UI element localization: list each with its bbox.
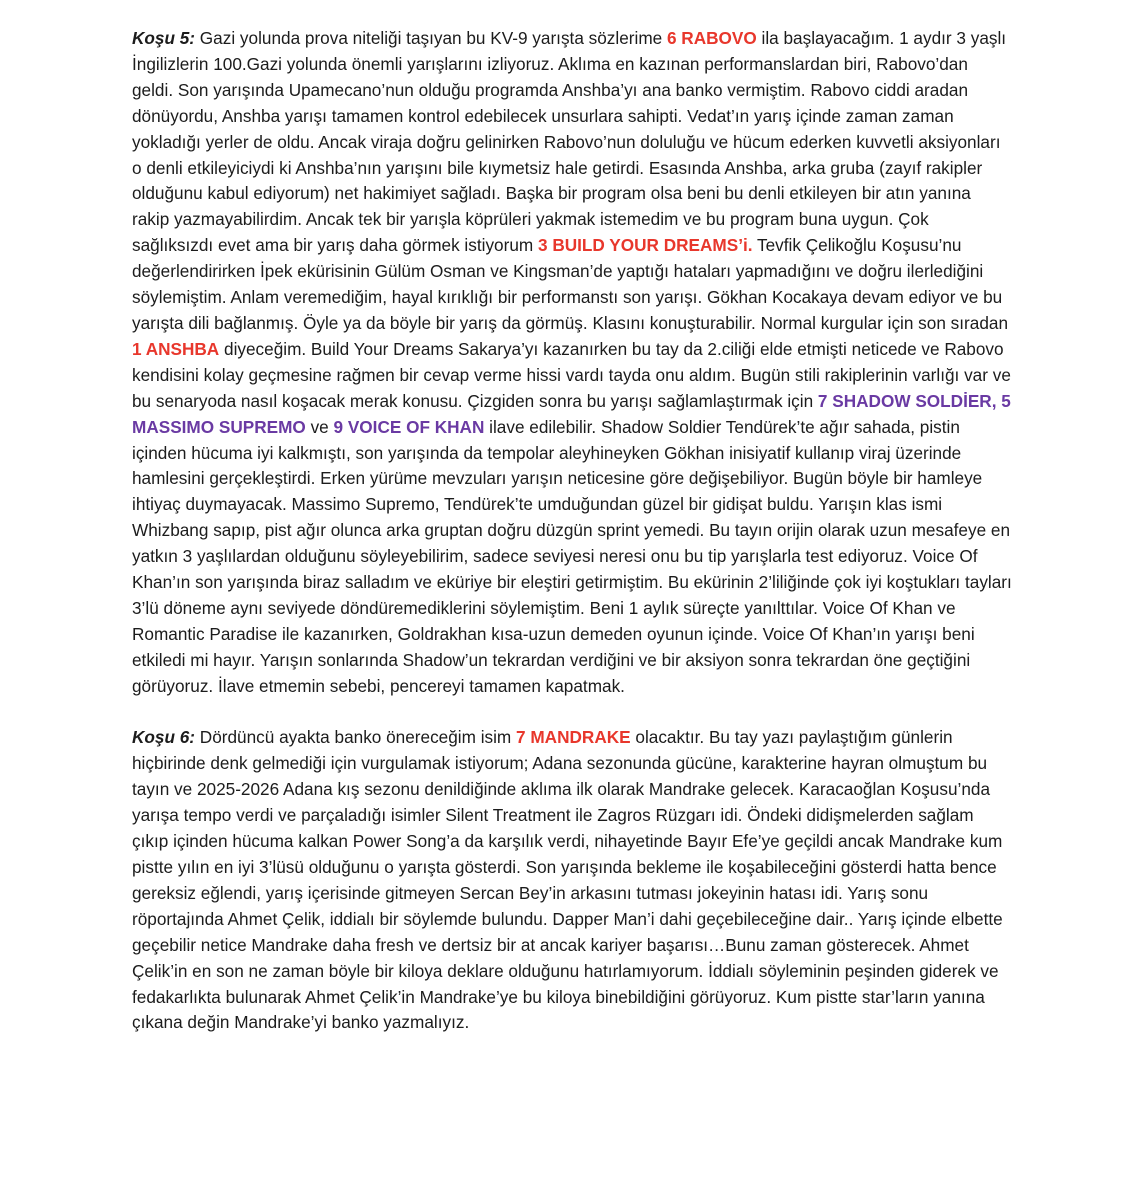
pick-voice-of-khan: 9 VOICE OF KHAN	[333, 416, 485, 437]
pick-shadow-soldier-massimo-supremo: 7 SHADOW SOLDİER, 5 MASSIMO SUPREMO	[132, 390, 1011, 437]
race-5-text: ila başlayacağım. 1 aydır 3 yaşlı İngilizlerin 100.Gazi yolunda önemli yarışlarını izliyoruz. Aklıma en kazınan performanslardan biri, Rabovo’dan geldi. Son yarışında Upamecano’nun olduğu programda Anshba’yı ana banko vermiştim. Rabovo ciddi aradan dönüyordu, Anshba yarışı tamamen kontrol edebilecek unsurlara sahipti. Vedat’ın yarış içinde zaman zaman yokladığı yerler de oldu. Ancak viraja doğru gelinirken Rabovo’nun doluluğu ve hücum ederken kuvvetli aksiyonları o denli etkileyiciydi ki Anshba’nın yarışını bile kıymetsiz hale getirdi. Esasında Anshba, arka gruba (zayıf rakipler olduğunu kabul ediyorum) net hakimiyet sağladı. Başka bir program olsa beni bu denli etkileyen bir atın yanına rakip yazmayabilirdim. Ancak tek bir yarışla köprüleri yakmak istemedim ve bu program buna uygun. Çok sağlıksızdı evet ama bir yarış daha görmek istiyorum	[132, 28, 1007, 256]
pick-build-your-dreams: 3 BUILD YOUR DREAMS’i.	[537, 235, 753, 256]
race-6-paragraph	[132, 725, 1012, 1036]
pick-anshba: 1 ANSHBA	[132, 338, 220, 359]
race-5-text: ve	[305, 416, 334, 437]
race-5-paragraph	[132, 26, 1012, 700]
race-5-text: Gazi yolunda prova niteliği taşıyan bu KV-9 yarışta sözlerime	[195, 28, 667, 48]
race-5-text: Tevfik Çelikoğlu Koşusu’nu değerlendirirken İpek ekürisinin Gülüm Osman ve Kingsman’de yaptığı hataları yapmadığını ve doğru ilerlediğini söylemiştim. Anlam veremediğim, hayal kırıklığı bir performanstı son yarışı. Gökhan Kocakaya devam ediyor ve bu yarışta dili bağlanmış. Öyle ya da böyle bir yarış da görmüş. Klasını konuşturabilir. Normal kurgular için son sıradan	[132, 235, 1008, 333]
document-page	[132, 26, 1012, 1036]
pick-rabovo: 6 RABOVO	[666, 28, 757, 48]
race-5-text: diyeceğim. Build Your Dreams Sakarya’yı kazanırken bu tay da 2.ciliği elde etmişti neticede ve Rabovo kendisini kolay geçmesine rağmen bir cevap verme hissi vardı tayda onu aldım. Bugün stili rakiplerinin varlığı var ve bu senaryoda nasıl koşacak merak konusu. Çizgiden sonra bu yarışı sağlamlaştırmak için	[132, 338, 1011, 411]
race-6-text: Dördüncü ayakta banko önereceğim isim	[195, 727, 517, 748]
race-5-heading: Koşu 5:	[132, 28, 196, 48]
pick-mandrake: 7 MANDRAKE	[516, 727, 631, 748]
race-5-text: ilave edilebilir. Shadow Soldier Tendürek’te ağır sahada, pistin içinden hücuma iyi kalkmıştı, son yarışında da tempolar aleyhineyken Gökhan inisiyatif kullanıp viraj üzerinde hamlesini gerçekleştirdi. Erken yürüme mevzuları yarışın neticesine göre değişebiliyor. Bugün böyle bir hamleye ihtiyaç duymayacak. Massimo Supremo, Tendürek’te umduğundan güzel bir gidişat buldu. Yarışın klas ismi Whizbang sapıp, pist ağır olunca arka gruptan doğru düzgün sprint yemedi. Bu tayın orijin olarak uzun mesafeye en yatkın 3 yaşlılardan olduğunu söyleyebilirim, sadece seviyesi neresi onu bu tip yarışlarla test ediyoruz. Voice Of Khan’ın son yarışında biraz salladım ve eküriye bir eleştiri getirmiştim. Bu ekürinin 2’liliğinde çok iyi koştukları tayları 3’lü döneme aynı seviyede döndüremediklerini söylemiştim. Beni 1 aylık süreçte yanılttılar. Voice Of Khan ve Romantic Paradise ile kazanırken, Goldrakhan kısa-uzun demeden oyunun içinde. Voice Of Khan’ın yarışı beni etkiledi mi hayır. Yarışın sonlarında Shadow’un tekrardan verdiğini ve bir aksiyon sonra tekrardan öne geçtiğini görüyoruz. İlave etmemin sebebi, pencereyi tamamen kapatmak.	[132, 416, 1012, 696]
race-6-heading: Koşu 6:	[132, 727, 196, 748]
race-6-text: olacaktır. Bu tay yazı paylaştığım günlerin hiçbirinde denk gelmediği için vurgulamak istiyorum; Adana sezonunda gücüne, karakterine hayran olmuştum bu tayın ve 2025-2026 Adana kış sezonu denildiğinde aklıma ilk olarak Mandrake gelecek. Karacaoğlan Koşusu’nda yarışa tempo verdi ve parçaladığı isimler Silent Treatment ile Zagros Rüzgarı idi. Öndeki didişmelerden sağlam çıkıp içinden hücuma kalkan Power Song’a da karşılık verdi, nihayetinde Bayır Efe’ye geçildi ancak Mandrake kum pistte yılın en iyi 3’lüsü olduğunu o yarışta gösterdi. Son yarışında bekleme ile koşabileceğini gösterdi hatta bence gereksiz eğlendi, yarış içerisinde gitmeyen Sercan Bey’in arkasını tutması jokeyinin hatası idi. Yarış sonu röportajında Ahmet Çelik, iddialı bir söylemde bulundu. Dapper Man’i dahi geçebileceğine dair.. Yarış içinde elbette geçebilir netice Mandrake daha fresh ve dertsiz bir at ancak kariyer başarısı…Bunu zaman gösterecek. Ahmet Çelik’in en son ne zaman böyle bir kiloya deklare olduğunu hatırlamıyorum. İddialı söyleminin peşinden giderek ve fedakarlıkta bulunarak Ahmet Çelik’in Mandrake’ye bu kiloya binebildiğini görüyoruz. Kum pistte star’ların yanına çıkana değin Mandrake’yi banko yazmalıyız.	[132, 727, 1003, 1033]
